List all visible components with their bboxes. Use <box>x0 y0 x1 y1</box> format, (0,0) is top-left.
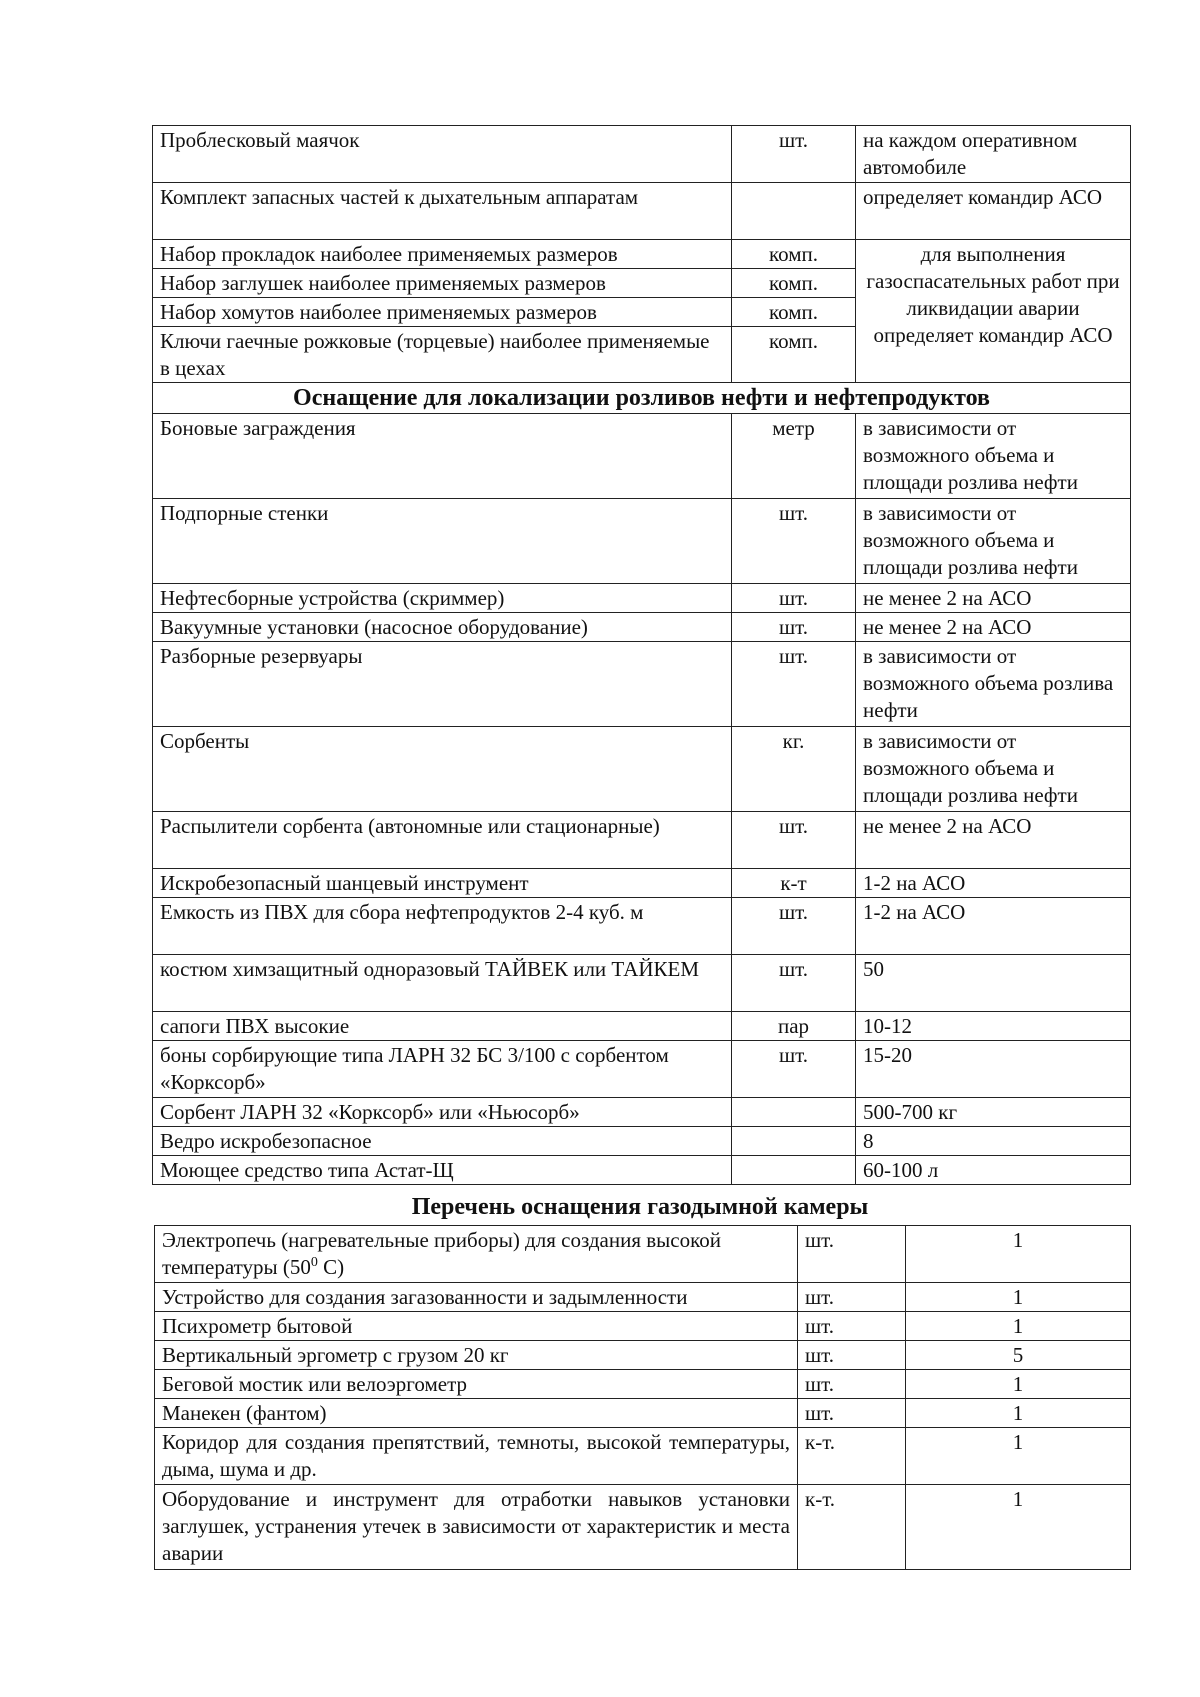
item-unit: к-т. <box>798 1428 906 1485</box>
item-unit: шт. <box>732 955 856 1012</box>
item-unit: шт. <box>732 126 856 183</box>
table-row <box>153 414 1131 499</box>
item-unit: шт. <box>732 642 856 727</box>
table-row <box>155 1370 1131 1399</box>
table-row <box>155 1341 1131 1370</box>
item-unit: к-т <box>732 869 856 898</box>
item-name: Комплект запасных частей к дыхательным аппаратам <box>153 183 732 240</box>
item-note: определяет командир АСО <box>856 183 1131 240</box>
item-unit: комп. <box>732 269 856 298</box>
table-row <box>155 1226 1131 1283</box>
item-name: Ведро искробезопасное <box>153 1127 732 1156</box>
item-unit: шт. <box>732 1041 856 1098</box>
item-unit: шт. <box>798 1399 906 1428</box>
section-heading: Оснащение для локализации розливов нефти и нефтепродуктов <box>153 383 1131 414</box>
table-row <box>153 1041 1131 1098</box>
item-qty: 1 <box>906 1283 1131 1312</box>
item-note: в зависимости от возможного объема и площади розлива нефти <box>856 414 1131 499</box>
item-name: Вакуумные установки (насосное оборудование) <box>153 613 732 642</box>
item-note: в зависимости от возможного объема и площади розлива нефти <box>856 727 1131 812</box>
superscript: 0 <box>310 1255 318 1270</box>
item-name: Разборные резервуары <box>153 642 732 727</box>
item-unit: шт. <box>732 898 856 955</box>
item-unit: кг. <box>732 727 856 812</box>
item-name: Набор хомутов наиболее применяемых размеров <box>153 298 732 327</box>
table-row <box>153 955 1131 1012</box>
item-name: Коридор для создания препятствий, темноты, высокой температуры, дыма, шума и др. <box>155 1428 798 1485</box>
table-row <box>153 499 1131 584</box>
item-unit: шт. <box>798 1312 906 1341</box>
item-unit: комп. <box>732 327 856 383</box>
item-qty: 1 <box>906 1370 1131 1399</box>
item-note: в зависимости от возможного объема розлива нефти <box>856 642 1131 727</box>
table-row <box>153 613 1131 642</box>
item-name: Емкость из ПВХ для сбора нефтепродуктов 2-4 куб. м <box>153 898 732 955</box>
item-name: Набор прокладок наиболее применяемых размеров <box>153 240 732 269</box>
equipment-table <box>152 125 1131 1185</box>
item-name: Ключи гаечные рожковые (торцевые) наиболее применяемые в цехах <box>153 327 732 383</box>
item-name: Беговой мостик или велоэргометр <box>155 1370 798 1399</box>
item-name: Подпорные стенки <box>153 499 732 584</box>
item-unit: шт. <box>798 1370 906 1399</box>
table-row <box>153 1098 1131 1127</box>
table-row <box>153 812 1131 869</box>
item-note: 50 <box>856 955 1131 1012</box>
table-row <box>153 183 1131 240</box>
table-row <box>153 727 1131 812</box>
item-name: Проблесковый маячок <box>153 126 732 183</box>
item-name: Вертикальный эргометр с грузом 20 кг <box>155 1341 798 1370</box>
item-qty: 1 <box>906 1226 1131 1283</box>
item-note: не менее 2 на АСО <box>856 613 1131 642</box>
item-name: Устройство для создания загазованности и задымленности <box>155 1283 798 1312</box>
item-qty: 1 <box>906 1399 1131 1428</box>
item-unit: шт. <box>798 1341 906 1370</box>
item-name: Нефтесборные устройства (скриммер) <box>153 584 732 613</box>
table-row <box>153 1127 1131 1156</box>
item-name: Сорбент ЛАРН 32 «Корксорб» или «Ньюсорб» <box>153 1098 732 1127</box>
table-row <box>153 240 1131 269</box>
table-row <box>153 898 1131 955</box>
item-unit: комп. <box>732 240 856 269</box>
item-qty: 1 <box>906 1312 1131 1341</box>
item-unit: комп. <box>732 298 856 327</box>
item-name: Боновые заграждения <box>153 414 732 499</box>
item-note: 500-700 кг <box>856 1098 1131 1127</box>
item-unit <box>732 183 856 240</box>
item-note: 10-12 <box>856 1012 1131 1041</box>
item-name: Искробезопасный шанцевый инструмент <box>153 869 732 898</box>
item-unit <box>732 1127 856 1156</box>
item-unit <box>732 1156 856 1185</box>
item-name-text: Электропечь (нагревательные приборы) для создания высокой температуры (50 <box>162 1228 721 1279</box>
item-note: 1-2 на АСО <box>856 898 1131 955</box>
item-name: Моющее средство типа Астат-Щ <box>153 1156 732 1185</box>
item-note: 15-20 <box>856 1041 1131 1098</box>
table-row <box>153 1012 1131 1041</box>
item-qty: 5 <box>906 1341 1131 1370</box>
table-row <box>153 642 1131 727</box>
item-note: не менее 2 на АСО <box>856 812 1131 869</box>
item-qty: 1 <box>906 1485 1131 1570</box>
item-unit: метр <box>732 414 856 499</box>
table-row <box>155 1485 1131 1570</box>
group-note: для выполнения газоспасательных работ при ликвидации аварии определяет командир АСО <box>856 240 1131 383</box>
table-row <box>155 1312 1131 1341</box>
item-unit: шт. <box>732 499 856 584</box>
item-note: 8 <box>856 1127 1131 1156</box>
item-name: Психрометр бытовой <box>155 1312 798 1341</box>
table-row <box>153 1156 1131 1185</box>
item-note: на каждом оперативном автомобиле <box>856 126 1131 183</box>
section-title: Перечень оснащения газодымной камеры <box>411 1194 869 1220</box>
item-name: Сорбенты <box>153 727 732 812</box>
item-name: Распылители сорбента (автономные или стационарные) <box>153 812 732 869</box>
item-name: сапоги ПВХ высокие <box>153 1012 732 1041</box>
table-row <box>155 1283 1131 1312</box>
table-row <box>153 584 1131 613</box>
item-unit: шт. <box>732 812 856 869</box>
item-unit: пар <box>732 1012 856 1041</box>
item-note: не менее 2 на АСО <box>856 584 1131 613</box>
item-unit: шт. <box>732 613 856 642</box>
gas-chamber-table <box>154 1225 1131 1570</box>
table-row <box>155 1428 1131 1485</box>
item-name: Набор заглушек наиболее применяемых размеров <box>153 269 732 298</box>
table-row <box>155 1399 1131 1428</box>
item-name: Манекен (фантом) <box>155 1399 798 1428</box>
item-note: 1-2 на АСО <box>856 869 1131 898</box>
item-note: в зависимости от возможного объема и площади розлива нефти <box>856 499 1131 584</box>
item-name-suffix: С) <box>317 1255 345 1279</box>
table-row <box>153 869 1131 898</box>
item-name: костюм химзащитный одноразовый ТАЙВЕК или ТАЙКЕМ <box>153 955 732 1012</box>
item-unit: шт. <box>798 1283 906 1312</box>
table-row <box>153 126 1131 183</box>
item-name <box>155 1226 798 1283</box>
section-heading-row <box>153 383 1131 414</box>
item-name: боны сорбирующие типа ЛАРН 32 БС 3/100 с сорбентом «Корксорб» <box>153 1041 732 1098</box>
item-qty: 1 <box>906 1428 1131 1485</box>
item-note: 60-100 л <box>856 1156 1131 1185</box>
item-name: Оборудование и инструмент для отработки навыков установки заглушек, устранения утечек в зависимости от характеристик и места аварии <box>155 1485 798 1570</box>
item-unit <box>732 1098 856 1127</box>
item-unit: шт. <box>732 584 856 613</box>
item-unit: шт. <box>798 1226 906 1283</box>
item-unit: к-т. <box>798 1485 906 1570</box>
